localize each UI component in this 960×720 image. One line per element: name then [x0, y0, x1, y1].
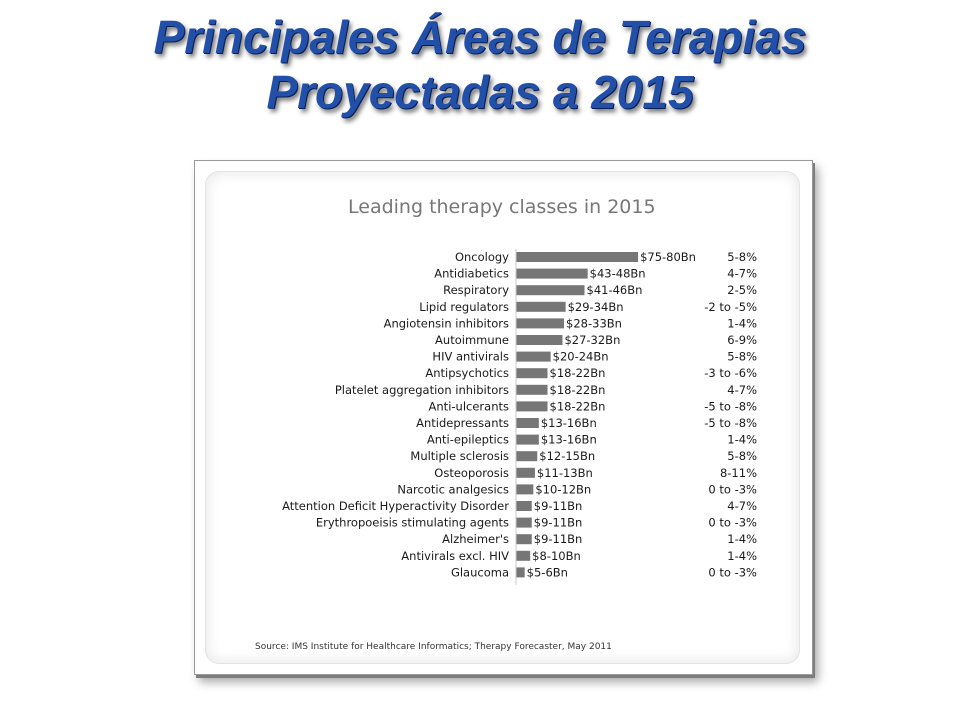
category-label: Alzheimer's	[442, 532, 509, 547]
category-label: Narcotic analgesics	[397, 482, 509, 497]
category-label: Autoimmune	[435, 333, 509, 347]
value-label: $18-22Bn	[549, 366, 606, 381]
growth-label: 5-8%	[727, 449, 757, 464]
value-label: $5-6Bn	[526, 565, 568, 580]
growth-label: 4-7%	[727, 382, 757, 397]
bar	[516, 352, 551, 362]
category-label: HIV antivirals	[432, 349, 509, 364]
bar	[516, 501, 532, 511]
growth-label: 6-9%	[727, 333, 757, 347]
bar	[516, 269, 588, 279]
growth-label: 1-4%	[727, 432, 757, 447]
slide-title-line2: Proyectadas a 2015	[266, 66, 694, 118]
category-label: Antidiabetics	[434, 266, 509, 281]
growth-label: 0 to -3%	[708, 565, 757, 580]
chart-panel	[194, 160, 813, 675]
value-label: $9-11Bn	[533, 532, 583, 547]
value-label: $13-16Bn	[540, 432, 597, 447]
bar	[516, 302, 566, 312]
growth-label: 5-8%	[727, 250, 757, 264]
bar	[516, 285, 585, 295]
growth-label: 8-11%	[719, 465, 757, 480]
growth-label: 1-4%	[727, 532, 757, 547]
category-label: Lipid regulators	[419, 299, 509, 314]
value-label: $12-15Bn	[539, 449, 596, 464]
bar	[516, 451, 537, 461]
category-label: Platelet aggregation inhibitors	[334, 382, 509, 397]
source-note: Source: IMS Institute for Healthcare Informatics; Therapy Forecaster, May 2011	[255, 642, 612, 652]
bar	[516, 418, 539, 428]
growth-label: 1-4%	[727, 548, 757, 563]
category-label: Anti-epileptics	[426, 432, 509, 447]
bar	[516, 252, 638, 262]
value-label: $29-34Bn	[567, 299, 624, 314]
growth-label: 0 to -3%	[708, 482, 757, 497]
category-label: Erythropoeisis stimulating agents	[315, 515, 509, 530]
bar	[516, 401, 548, 411]
growth-label: -5 to -8%	[704, 399, 757, 414]
category-label: Antidepressants	[416, 416, 509, 430]
bar	[516, 468, 535, 478]
bar	[516, 318, 564, 328]
growth-label: -5 to -8%	[704, 416, 757, 430]
category-label: Oncology	[454, 250, 509, 264]
value-label: $8-10Bn	[532, 548, 581, 563]
value-label: $10-12Bn	[535, 482, 592, 497]
category-label: Angiotensin inhibitors	[383, 316, 509, 331]
bar	[516, 335, 562, 345]
category-label: Antivirals excl. HIV	[401, 548, 509, 563]
bar	[516, 368, 548, 378]
value-label: $9-11Bn	[533, 515, 583, 530]
category-label: Respiratory	[443, 283, 509, 298]
bar	[516, 435, 539, 445]
growth-label: -3 to -6%	[704, 366, 757, 381]
value-label: $28-33Bn	[566, 316, 622, 331]
bar	[516, 385, 548, 395]
bar	[516, 567, 525, 577]
category-label: Antipsychotics	[425, 366, 509, 381]
value-label: $11-13Bn	[536, 465, 593, 480]
growth-label: 1-4%	[727, 316, 757, 331]
value-label: $41-46Bn	[586, 283, 643, 298]
value-label: $9-11Bn	[533, 499, 583, 513]
growth-label: 2-5%	[727, 283, 757, 298]
value-label: $18-22Bn	[549, 399, 606, 414]
growth-label: 4-7%	[727, 266, 757, 281]
growth-label: 4-7%	[727, 499, 757, 513]
value-label: $18-22Bn	[549, 382, 606, 397]
value-label: $20-24Bn	[552, 349, 609, 364]
category-label: Osteoporosis	[434, 465, 509, 480]
value-label: $43-48Bn	[589, 266, 646, 281]
bar	[516, 484, 533, 494]
category-label: Multiple sclerosis	[410, 449, 509, 464]
bar	[516, 518, 532, 528]
slide-title-line1: Principales Áreas de Terapias	[153, 11, 807, 63]
value-label: $27-32Bn	[564, 333, 621, 347]
value-label: $75-80Bn	[640, 250, 696, 264]
chart-title: Leading therapy classes in 2015	[348, 196, 656, 218]
bar	[516, 551, 530, 561]
growth-label: -2 to -5%	[704, 299, 757, 314]
category-label: Anti-ulcerants	[428, 399, 509, 414]
slide-title	[0, 10, 960, 120]
therapy-bar-chart	[195, 161, 812, 674]
category-label: Attention Deficit Hyperactivity Disorder	[282, 499, 509, 513]
bar	[516, 534, 532, 544]
category-label: Glaucoma	[450, 565, 509, 580]
growth-label: 0 to -3%	[708, 515, 757, 530]
growth-label: 5-8%	[727, 349, 757, 364]
value-label: $13-16Bn	[540, 416, 597, 430]
